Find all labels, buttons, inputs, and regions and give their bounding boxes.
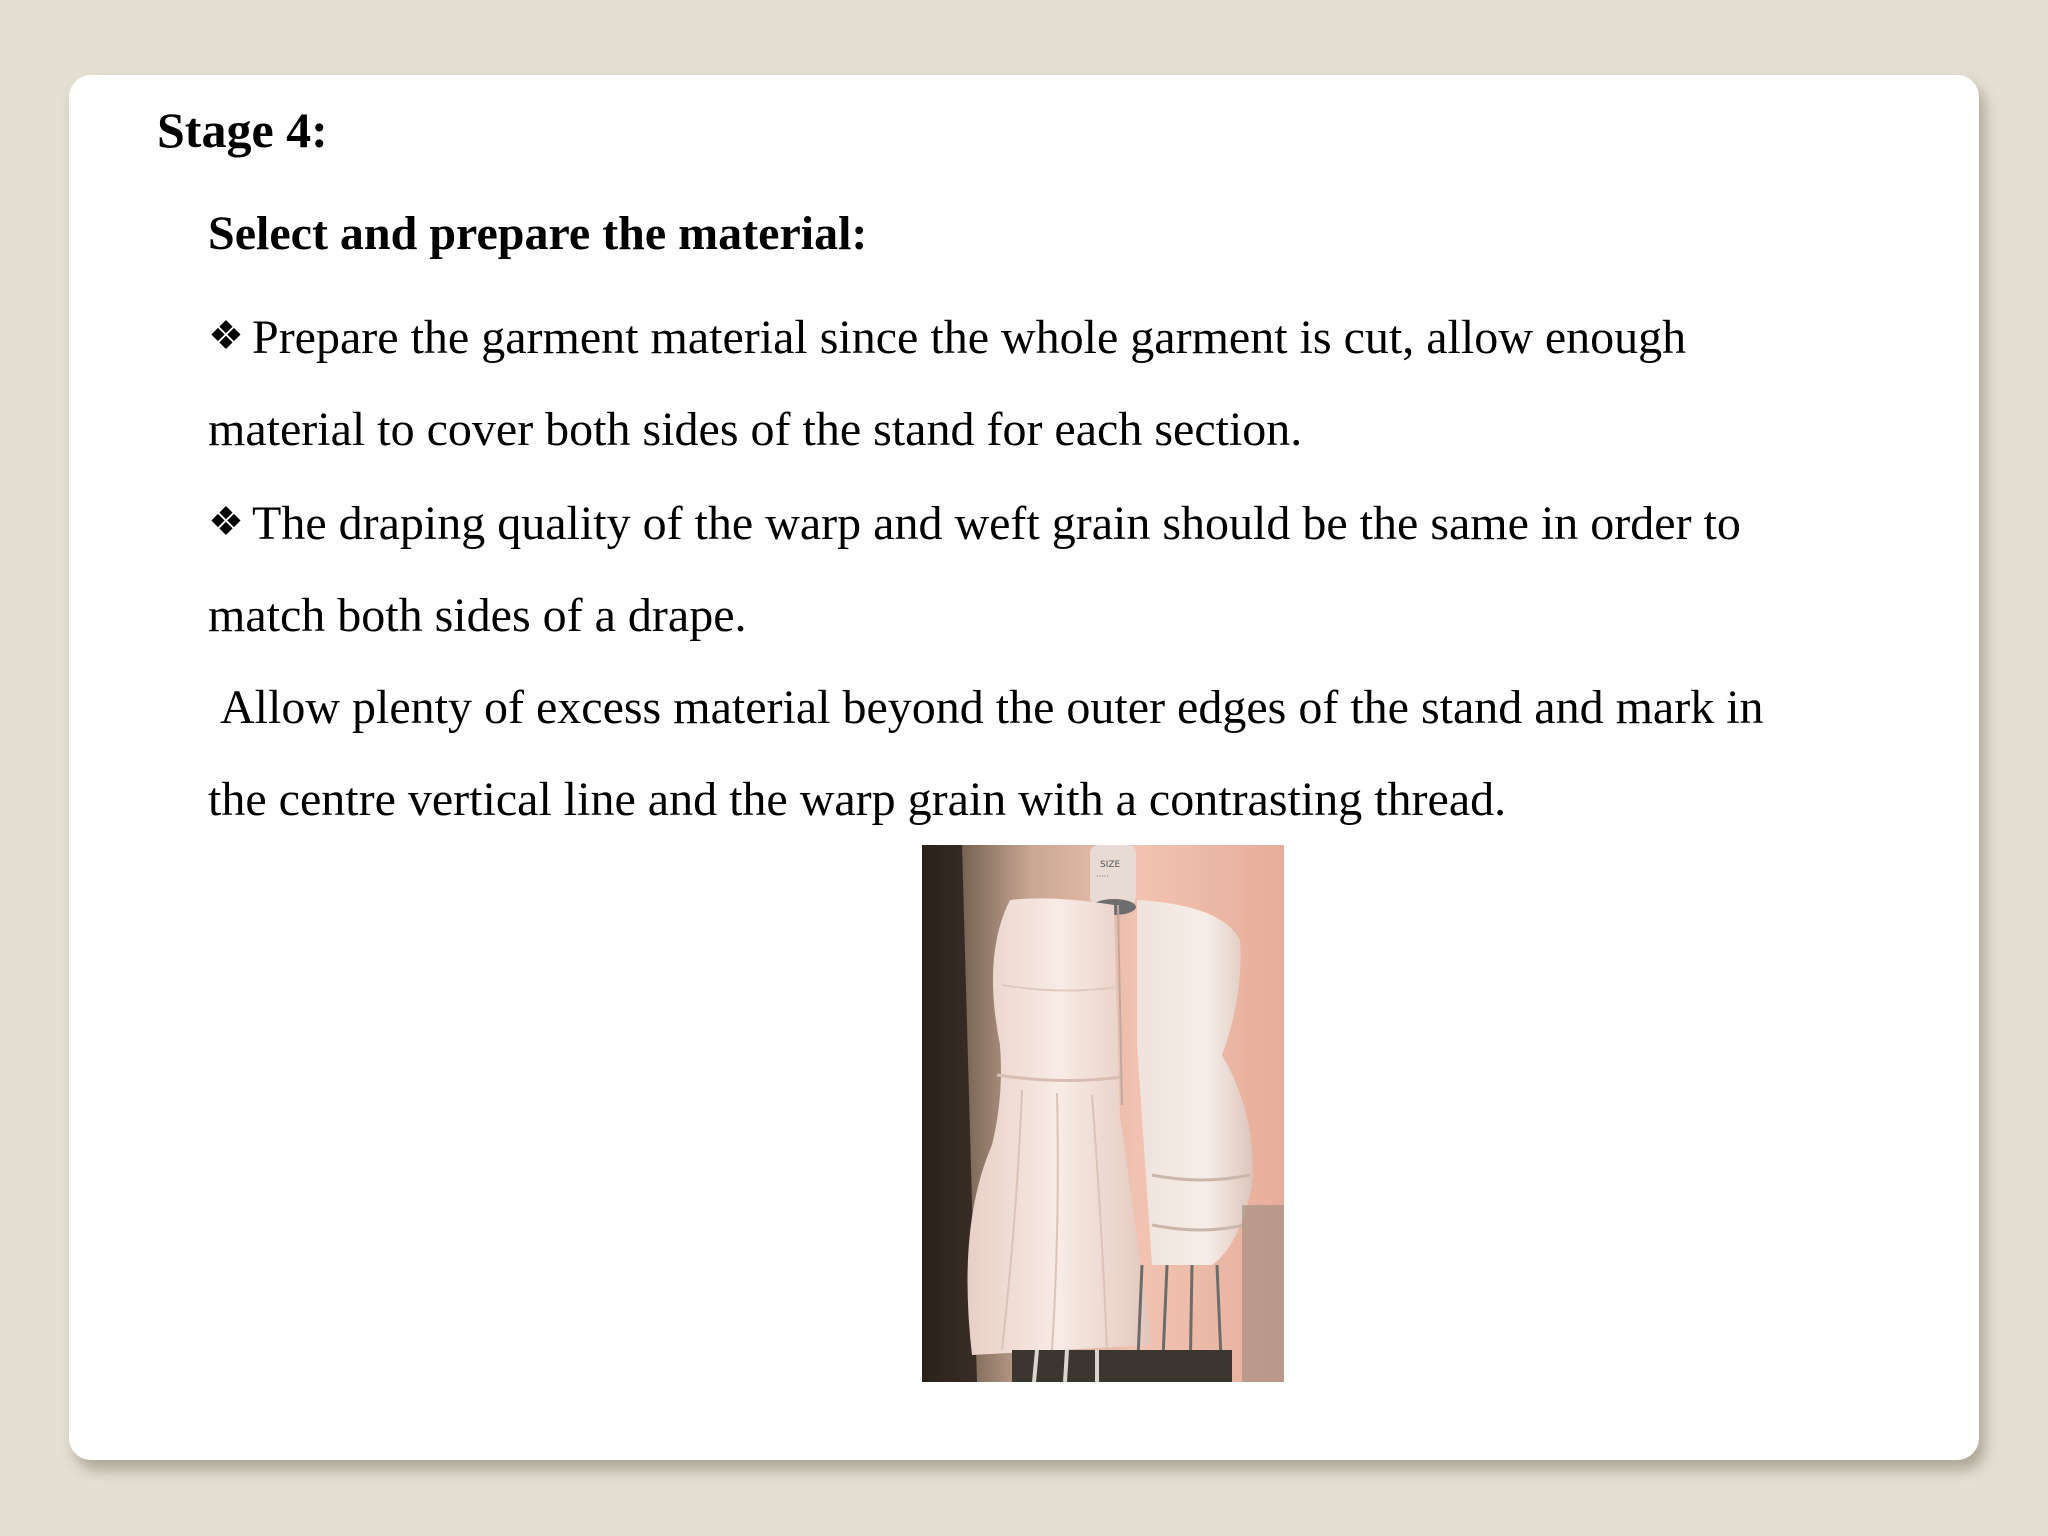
dress-form-photo [922,845,1284,1382]
paragraph-text: The draping quality of the warp and weft grain should be the same in order to match both sides of a drape. [208,497,1741,642]
bullet-paragraph [208,290,1768,476]
section-heading: Select and prepare the material: [208,207,868,260]
diamond-bullet-icon: ❖ [208,313,244,358]
plain-paragraph [208,662,1768,846]
diamond-bullet-icon: ❖ [208,499,244,544]
bullet-paragraph [208,476,1768,662]
stage-title: Stage 4: [157,102,328,158]
paragraph-text: Prepare the garment material since the whole garment is cut, allow enough material to cover both sides of the stand for each section. [208,311,1687,456]
paragraph-text: Allow plenty of excess material beyond the outer edges of the stand and mark in the centre vertical line and the warp grain with a contrasting thread. [208,681,1764,826]
svg-text:·····: ····· [1096,872,1109,881]
body-text [208,290,1768,846]
svg-text:SIZE: SIZE [1100,860,1121,870]
